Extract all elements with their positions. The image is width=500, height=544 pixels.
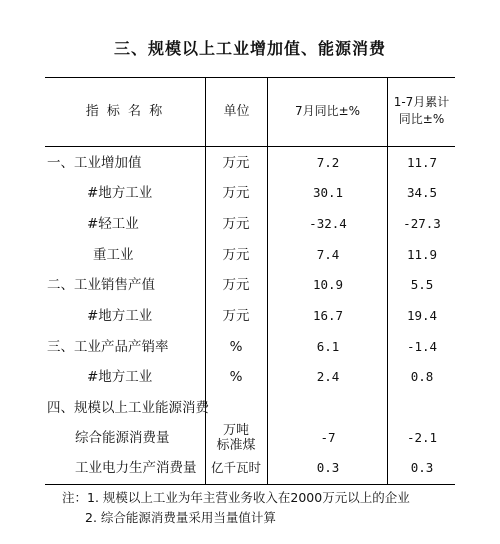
row-unit: % (229, 369, 243, 385)
table-row (45, 423, 455, 453)
table-row (45, 270, 455, 300)
header-unit: 单位 (223, 104, 250, 119)
row-month-value: 16.7 (312, 308, 344, 323)
table-row (45, 332, 455, 362)
footnote-2: 2. 综合能源消费量采用当量值计算 (85, 510, 276, 525)
row-unit: 万元 (222, 216, 250, 232)
row-unit: % (229, 339, 243, 355)
table-top-rule (45, 77, 455, 78)
row-name: #地方工业 (87, 308, 153, 324)
header-cumulative-line2: 同比±% (398, 112, 445, 126)
row-cumulative-value: 11.7 (406, 155, 438, 170)
row-name: 综合能源消费量 (75, 430, 170, 446)
row-name: #地方工业 (87, 369, 153, 385)
table-row (45, 240, 455, 270)
row-unit (205, 393, 267, 423)
row-cumulative-value (389, 393, 455, 423)
header-month-yoy: 7月同比±% (294, 104, 361, 118)
row-month-value: 2.4 (316, 369, 340, 384)
row-name: #地方工业 (87, 185, 153, 201)
header-name: 指 标 名 称 (85, 104, 165, 119)
row-month-value: 10.9 (312, 277, 344, 292)
row-month-value: -7 (320, 430, 336, 445)
row-month-value: 0.3 (316, 460, 340, 475)
row-cumulative-value: 34.5 (406, 185, 438, 200)
row-unit: 万元 (222, 277, 250, 293)
table-row (45, 209, 455, 239)
row-unit-line2: 标准煤 (216, 438, 256, 453)
row-name: 工业电力生产消费量 (75, 460, 197, 476)
row-unit (205, 423, 267, 453)
table-row (45, 362, 455, 392)
page-title: 三、规模以上工业增加值、能源消费 (113, 39, 386, 58)
table-row (45, 148, 455, 178)
row-unit: 万元 (222, 155, 250, 171)
row-month-value: -32.4 (309, 216, 347, 231)
row-name: 一、工业增加值 (47, 155, 142, 171)
row-name: #轻工业 (87, 216, 139, 232)
row-name: 重工业 (93, 247, 134, 263)
row-cumulative-value: -27.3 (403, 216, 441, 231)
header-cumulative-line1: 1-7月累计 (393, 95, 450, 109)
footnote-1: 注：1. 规模以上工业为年主营业务收入在2000万元以上的企业 (62, 490, 410, 505)
row-cumulative-value: -1.4 (406, 339, 438, 354)
row-cumulative-value: 11.9 (406, 247, 438, 262)
table-row (45, 301, 455, 331)
row-unit: 万元 (222, 308, 250, 324)
row-unit-line1: 万吨 (222, 423, 249, 438)
row-cumulative-value: 0.3 (410, 460, 434, 475)
table-row (45, 178, 455, 208)
row-cumulative-value: 0.8 (410, 369, 434, 384)
row-month-value: 6.1 (316, 339, 340, 354)
row-month-value: 7.2 (316, 155, 340, 170)
row-month-value: 30.1 (312, 185, 344, 200)
row-name: 四、规模以上工业能源消费 (47, 400, 209, 416)
header-bottom-rule (45, 146, 455, 147)
row-cumulative-value: 5.5 (410, 277, 434, 292)
table-row (45, 393, 455, 423)
row-cumulative-value: -2.1 (406, 430, 438, 445)
row-month-value: 7.4 (316, 247, 340, 262)
row-name: 二、工业销售产值 (47, 277, 155, 293)
table-bottom-rule (45, 484, 455, 485)
row-unit: 亿千瓦时 (210, 460, 261, 475)
row-unit: 万元 (222, 185, 250, 201)
row-unit: 万元 (222, 247, 250, 263)
row-cumulative-value: 19.4 (406, 308, 438, 323)
row-name: 三、工业产品产销率 (47, 339, 169, 355)
row-month-value (269, 393, 387, 423)
table-row (45, 453, 455, 483)
